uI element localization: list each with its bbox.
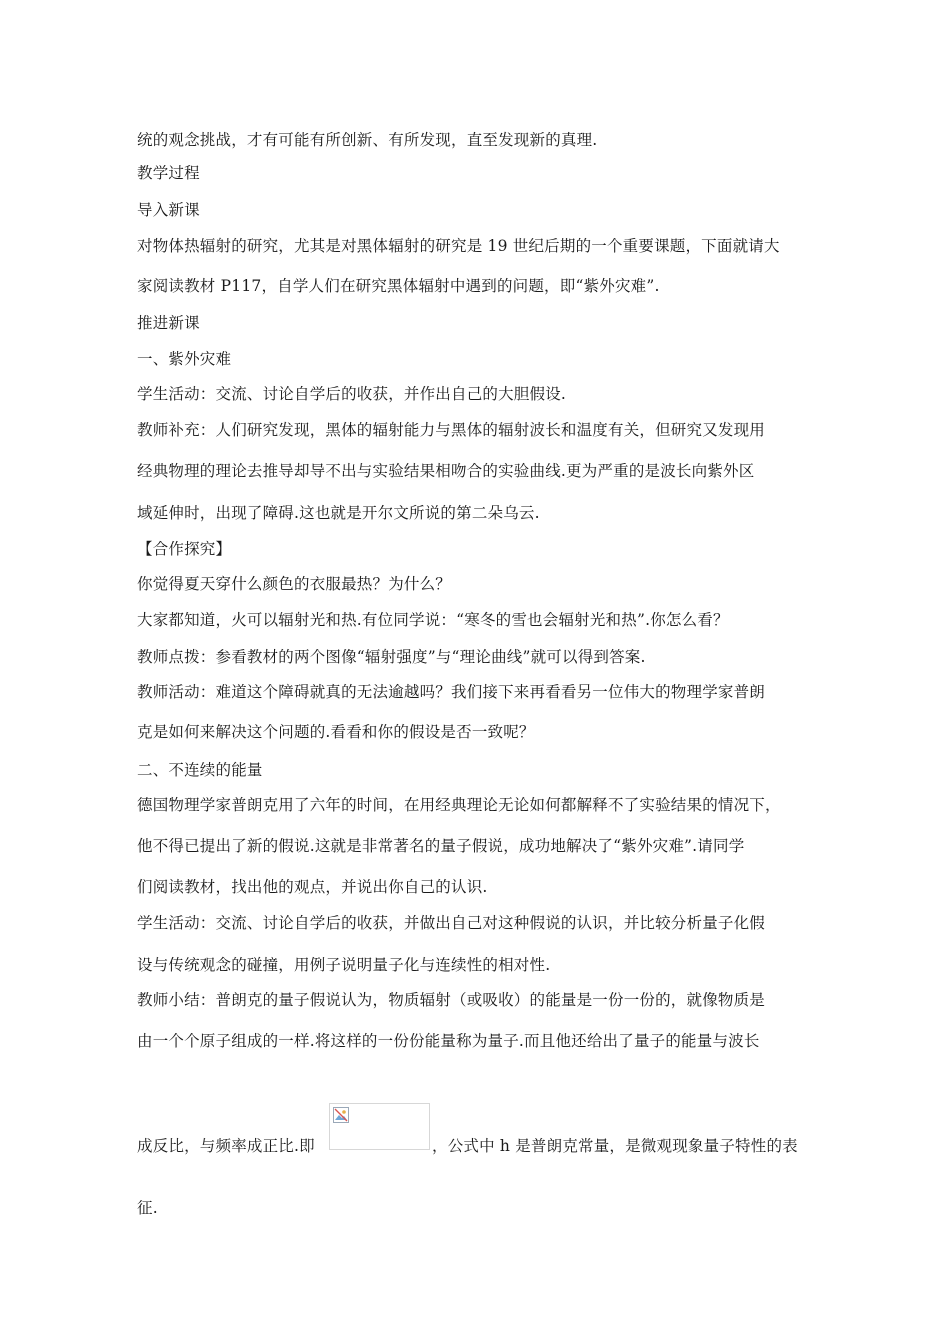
text-line: 域延伸时，出现了障碍.这也就是开尔文所说的第二朵乌云. (137, 504, 540, 522)
text-line: 教师补充：人们研究发现，黑体的辐射能力与黑体的辐射波长和温度有关，但研究又发现用 (137, 421, 766, 439)
text-line: 他不得已提出了新的假说.这就是非常著名的量子假说，成功地解决了“紫外灾难”.请同学 (137, 837, 745, 855)
text-line: 教师活动：难道这个障碍就真的无法逾越吗？我们接下来再看看另一位伟大的物理学家普朗 (137, 683, 766, 701)
section-heading: 一、紫外灾难 (137, 350, 232, 368)
text-line: 征. (137, 1199, 158, 1217)
text-line: 教师小结：普朗克的量子假说认为，物质辐射（或吸收）的能量是一份一份的，就像物质是 (137, 991, 766, 1009)
text-line: 们阅读教材，找出他的观点，并说出你自己的认识. (137, 878, 488, 896)
text-line: 由一个个原子组成的一样.将这样的一份份能量称为量子.而且他还给出了量子的能量与波长 (137, 1032, 760, 1050)
broken-image-icon (333, 1107, 349, 1123)
section-heading: 二、不连续的能量 (137, 761, 263, 779)
text-line: 对物体热辐射的研究，尤其是对黑体辐射的研究是 19 世纪后期的一个重要课题，下面就请大 (137, 237, 780, 255)
text-line: 克是如何来解决这个问题的.看看和你的假设是否一致呢？ (137, 723, 535, 741)
text-line: 你觉得夏天穿什么颜色的衣服最热？为什么？ (137, 575, 452, 593)
formula-line-suffix: ，公式中 h 是普朗克常量，是微观现象量子特性的表 (432, 1137, 798, 1155)
text-line: 学生活动：交流、讨论自学后的收获，并做出自己对这种假说的认识，并比较分析量子化假 (137, 914, 766, 932)
formula-image-placeholder (329, 1103, 430, 1150)
section-heading: 导入新课 (137, 201, 200, 219)
text-line: 家阅读教材 P117，自学人们在研究黑体辐射中遇到的问题，即“紫外灾难”. (137, 277, 660, 295)
text-line: 学生活动：交流、讨论自学后的收获，并作出自己的大胆假设. (137, 385, 567, 403)
text-line: 经典物理的理论去推导却导不出与实验结果相吻合的实验曲线.更为严重的是波长向紫外区 (137, 462, 755, 480)
section-heading: 教学过程 (137, 164, 200, 182)
text-line: 大家都知道，火可以辐射光和热.有位同学说：“寒冬的雪也会辐射光和热”.你怎么看？ (137, 611, 729, 629)
section-heading: 【合作探究】 (137, 540, 232, 558)
section-heading: 推进新课 (137, 314, 200, 332)
text-line: 统的观念挑战，才有可能有所创新、有所发现，直至发现新的真理. (137, 131, 598, 149)
text-line: 德国物理学家普朗克用了六年的时间，在用经典理论无论如何都解释不了实验结果的情况下， (137, 796, 781, 814)
text-line: 教师点拨：参看教材的两个图像“辐射强度”与“理论曲线”就可以得到答案. (137, 648, 646, 666)
text-line: 设与传统观念的碰撞，用例子说明量子化与连续性的相对性. (137, 956, 551, 974)
formula-line-prefix: 成反比，与频率成正比.即 (137, 1137, 315, 1155)
